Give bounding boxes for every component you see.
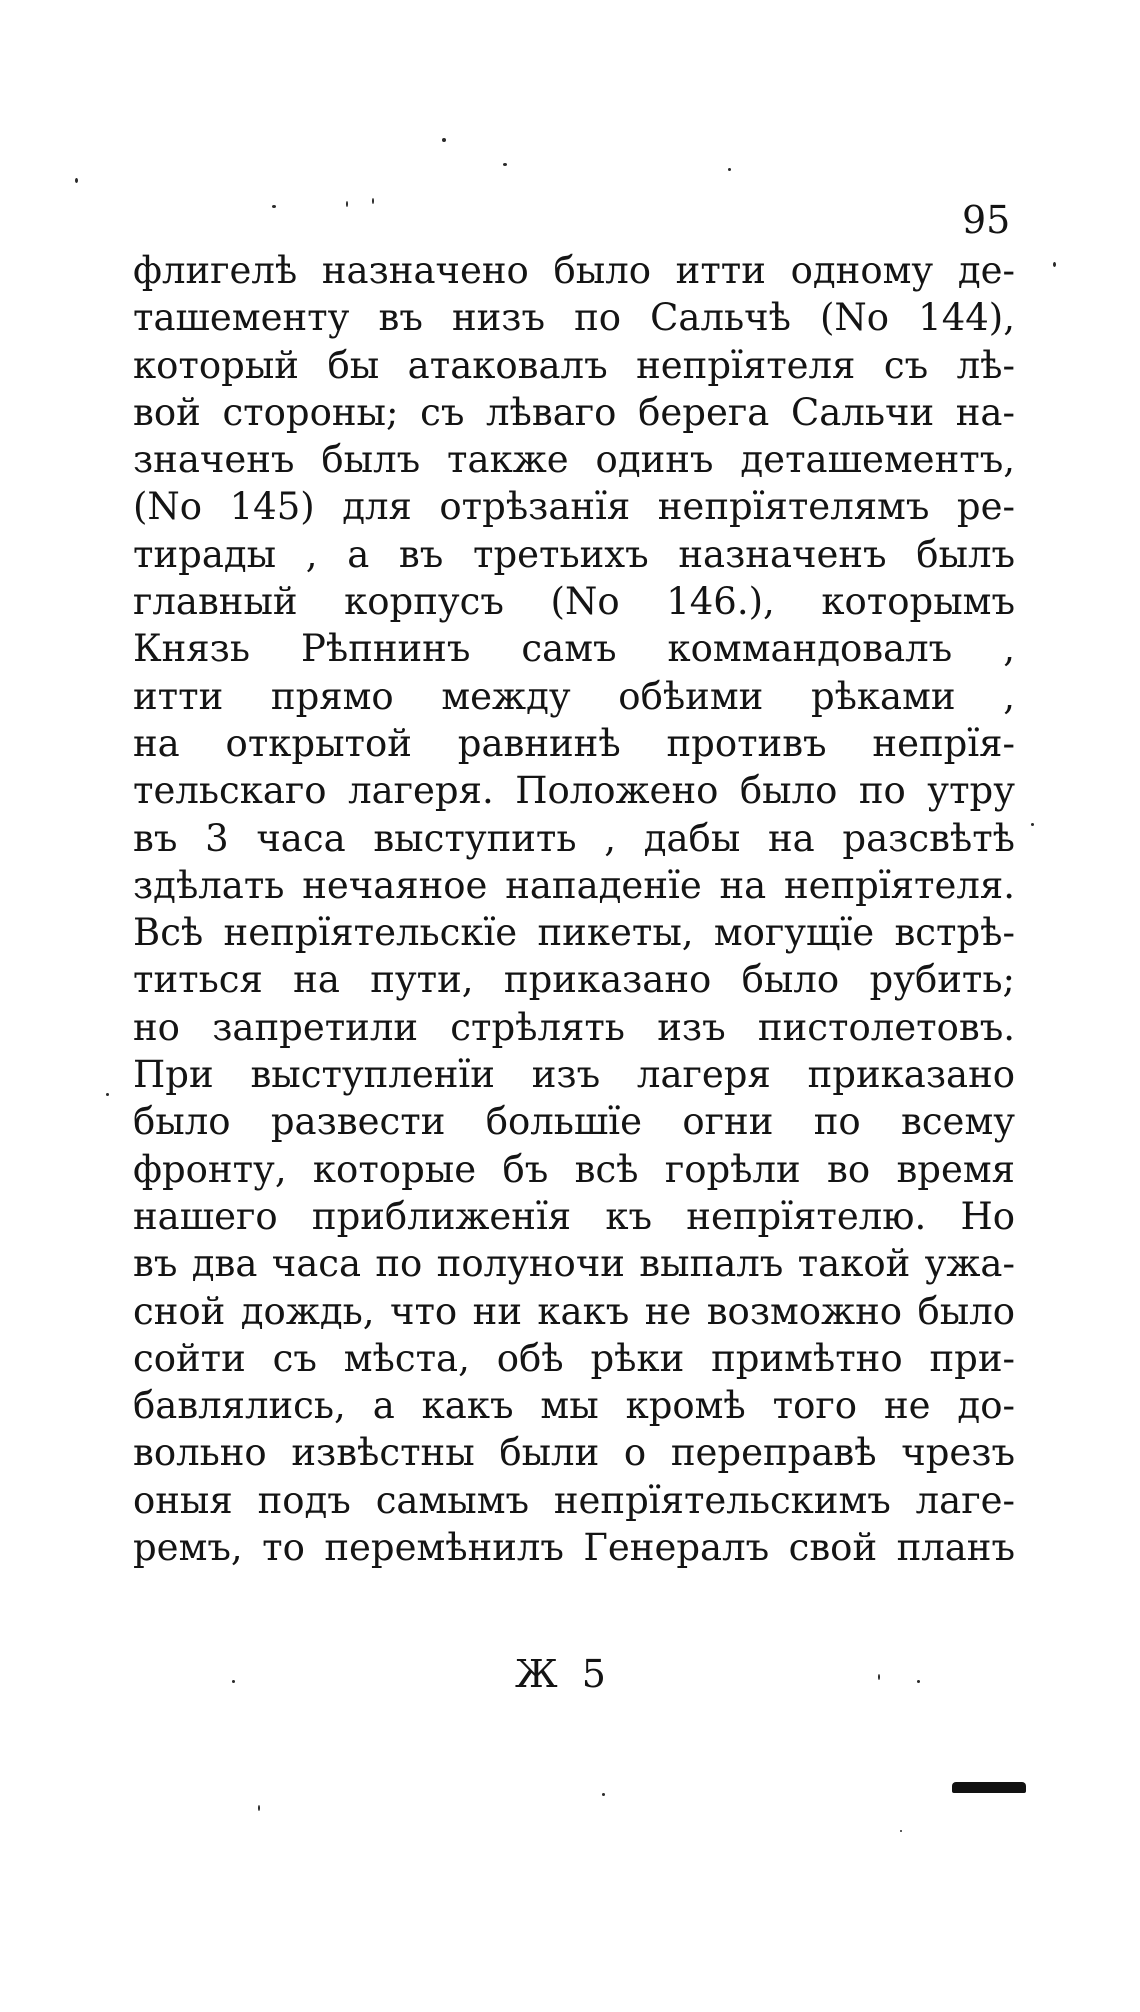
text-line: вой стороны; съ лѣваго берега Сальчи на- [133,390,1015,434]
ink-speck [1053,262,1056,267]
text-line: нашего приближенїя къ непрїятелю. Но [133,1194,1015,1238]
text-line: значенъ былъ также одинъ деташементъ, [133,438,1015,482]
signature-mark: Ж 5 [515,1652,612,1696]
text-line: фронту, которые бъ всѣ горѣли во время [133,1147,1015,1191]
text-line: тирады , а въ третьихъ назначенъ былъ [133,532,1015,576]
text-line: ташементу въ низъ по Сальчѣ (No 144), [133,296,1015,340]
ink-speck [878,1674,880,1680]
ink-speck [272,205,276,208]
ink-blot [952,1782,1026,1793]
ink-speck [106,1093,109,1096]
ink-speck [503,163,507,166]
text-line: титься на пути, приказано было рубить; [133,958,1015,1002]
ink-speck [728,168,731,171]
text-line: въ 3 часа выступить , дабы на разсвѣтѣ [133,816,1015,860]
text-line: флигелѣ назначено было итти одному де- [133,249,1015,292]
text-line: въ два часа по полуночи выпалъ такой ужа- [133,1242,1015,1286]
ink-speck [372,198,374,204]
text-line: итти прямо между обѣими рѣками , [133,674,1015,718]
text-line: оныя подъ самымъ непрїятельскимъ лаге- [133,1478,1015,1522]
ink-speck [602,1793,605,1796]
body-text [133,247,1015,1571]
text-line: Князь Рѣпнинъ самъ коммандовалъ , [133,627,1015,671]
text-line: который бы атаковалъ непрїятеля съ лѣ- [133,343,1015,387]
text-line: ремъ, то перемѣнилъ Генералъ свой планъ [133,1526,1015,1570]
ink-speck [232,1680,235,1683]
ink-speck [442,138,446,142]
ink-speck [1031,823,1034,826]
text-line: сойти съ мѣста, обѣ рѣки примѣтно при- [133,1336,1015,1380]
text-line: бавлялись, а какъ мы кромѣ того не до- [133,1384,1015,1428]
ink-speck [75,178,78,183]
ink-speck [917,1680,920,1683]
text-line: Всѣ непрїятельскїе пикеты, могущїе встрѣ- [133,911,1015,955]
text-line: сной дождь, что ни какъ не возможно было [133,1289,1015,1333]
text-line: но запретили стрѣлять изъ пистолетовъ. [133,1005,1015,1049]
ink-speck [346,201,348,207]
text-line: на открытой равнинѣ противъ непрїя- [133,721,1015,765]
text-line: (No 145) для отрѣзанїя непрїятелямъ ре- [133,485,1015,529]
text-line: тельскаго лагеря. Положено было по утру [133,769,1015,813]
ink-speck [258,1805,260,1811]
text-line: было развести большїе огни по всему [133,1100,1015,1144]
text-line: При выступленїи изъ лагеря приказано [133,1053,1015,1097]
text-line: вольно извѣстны были о переправѣ чрезъ [133,1431,1015,1475]
page-number: 95 [962,198,1011,242]
ink-speck [900,1830,902,1832]
text-line: здѣлать нечаяное нападенїе на непрїятеля. [133,863,1015,907]
text-line: главный корпусъ (No 146.), которымъ [133,580,1015,624]
